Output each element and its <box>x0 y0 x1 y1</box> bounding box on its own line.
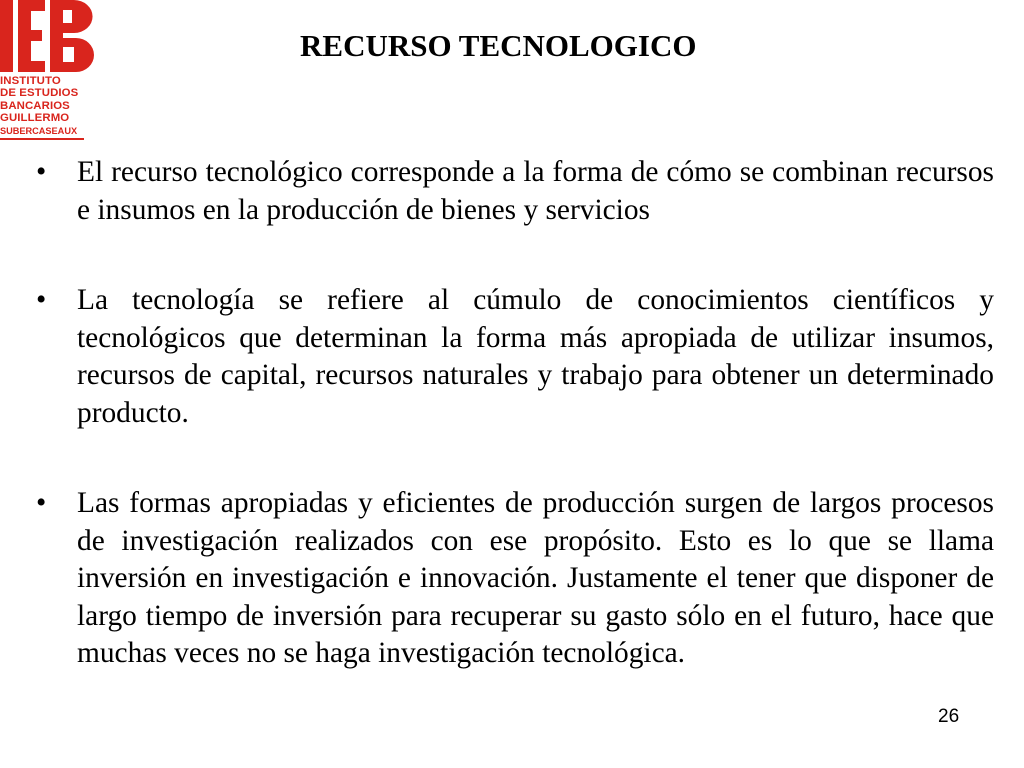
bullet-text: Las formas apropiadas y eficientes de producción surgen de largos procesos de investigación realizados con ese propósito. Esto es lo que se llama inversión en investigación e innovación. Justamente el tener que disponer de largo tiempo de inversión para recuperar su gasto sólo en el futuro, hace que muchas veces no se haga investigación tecnológica. <box>77 487 994 669</box>
bullet-text: El recurso tecnológico corresponde a la forma de cómo se combinan recursos e insumos en la producción de bienes y servicios <box>77 156 994 226</box>
logo-text-line: INSTITUTO <box>0 75 61 87</box>
page-number: 26 <box>938 706 960 727</box>
logo-text-line: GUILLERMO <box>0 112 70 125</box>
bullet-item <box>36 282 994 432</box>
institution-logo <box>0 0 96 140</box>
bullet-item <box>36 485 994 673</box>
bullet-text: La tecnología se refiere al cúmulo de conocimientos científicos y tecnológicos que determinan la forma más apropiada de utilizar insumos, recursos de capital, recursos naturales y trabajo para obtener un determinado producto. <box>77 284 994 429</box>
bullet-icon: • <box>36 284 47 316</box>
bullet-icon: • <box>36 156 47 188</box>
slide-title: RECURSO TECNOLOGICO <box>300 28 697 63</box>
logo-underline <box>0 138 84 140</box>
logo-text-line: DE ESTUDIOS <box>0 87 79 100</box>
bullet-item <box>36 154 994 229</box>
logo-text-line: BANCARIOS <box>0 99 70 112</box>
bullet-icon: • <box>36 487 47 519</box>
logo-text-line: SUBERCASEAUX <box>0 125 78 136</box>
bullet-list <box>36 154 994 673</box>
ieb-logo-icon <box>0 0 94 72</box>
